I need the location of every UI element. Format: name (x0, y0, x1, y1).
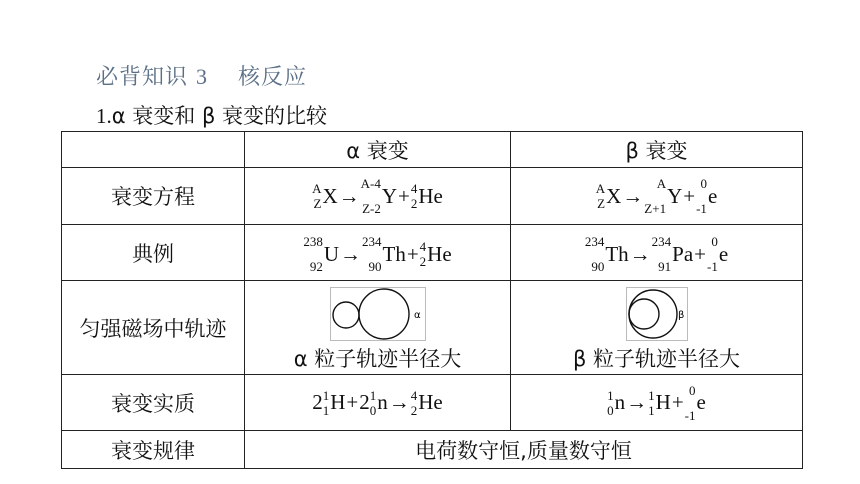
row-label-equation: 衰变方程 (62, 168, 245, 225)
equation-operator: + (406, 241, 419, 266)
mass-number: 1 (648, 387, 655, 403)
nuclide (685, 383, 706, 423)
atomic-number: -1 (696, 201, 707, 216)
element-symbol: H (655, 390, 671, 414)
equation-operator: + (694, 241, 706, 266)
alpha-example-equation (303, 234, 451, 274)
beta-track-caption: β 粒子轨迹半径大 (572, 346, 741, 371)
daughter-track-circle (629, 299, 659, 329)
alpha-track-circle (359, 289, 409, 339)
element-symbol: Th (382, 241, 406, 266)
beta-decay-equation (596, 176, 718, 216)
nuclide (652, 234, 694, 274)
atomic-number: -1 (684, 407, 696, 423)
beta-example-equation (585, 234, 728, 274)
equation-operator: → (340, 241, 361, 266)
atomic-number: Z (597, 196, 606, 211)
element-symbol: Y (667, 183, 683, 208)
atomic-number: 90 (591, 259, 605, 274)
nuclide (644, 176, 682, 216)
atomic-number: 1 (322, 402, 330, 418)
element-symbol: X (322, 183, 338, 208)
element-symbol: X (606, 183, 622, 208)
atomic-number: -1 (707, 259, 718, 274)
table-row (62, 281, 803, 375)
row-label-law: 衰变规律 (62, 431, 245, 469)
mass-number: 0 (700, 176, 707, 191)
equation-operator: + (683, 183, 696, 208)
nuclide (585, 234, 629, 274)
atomic-number: 2 (419, 254, 427, 269)
mass-number: A (595, 181, 606, 196)
mass-number: 1 (322, 387, 330, 403)
nuclide (607, 388, 625, 418)
mass-number: A (656, 176, 667, 191)
nuclide-coefficient: 2 (359, 390, 370, 414)
beta-essence-cell (511, 375, 803, 431)
mass-number: 234 (651, 234, 672, 249)
comparison-subtitle (96, 100, 327, 130)
beta-essence-equation (607, 383, 706, 423)
element-symbol: n (614, 390, 626, 414)
row-label-essence: 衰变实质 (62, 375, 245, 431)
alpha-equation-cell (245, 168, 511, 225)
atomic-number: 92 (309, 259, 323, 274)
table-row (62, 431, 803, 469)
equation-operator: + (671, 390, 684, 414)
atomic-number: 1 (648, 402, 655, 418)
table-row (62, 225, 803, 281)
atomic-number: Z+1 (644, 201, 667, 216)
equation-operator: + (346, 390, 359, 414)
mass-number: A (312, 181, 322, 196)
atomic-number: 91 (658, 259, 672, 274)
element-symbol: e (696, 390, 706, 414)
element-symbol: He (427, 241, 452, 266)
alpha-track-diagram (330, 287, 426, 341)
row-label-track: 匀强磁场中轨迹 (62, 281, 245, 375)
element-symbol: U (323, 241, 339, 266)
section-heading (96, 60, 307, 91)
decay-comparison-table (61, 131, 803, 469)
equation-operator: → (629, 241, 651, 266)
element-symbol: He (418, 390, 443, 414)
equation-operator: + (398, 183, 410, 208)
nuclide (707, 234, 728, 274)
beta-symbol: β (677, 309, 684, 321)
mass-number: A-4 (360, 176, 381, 191)
mass-number: 0 (689, 382, 696, 398)
corner-cell (62, 132, 245, 168)
atomic-number: 0 (607, 402, 614, 418)
nuclide-coefficient: 2 (312, 390, 323, 414)
atomic-number: Z (313, 196, 322, 211)
element-symbol: Th (605, 241, 629, 266)
equation-operator: → (626, 390, 648, 414)
alpha-track-cell (245, 281, 511, 375)
element-symbol: H (330, 390, 346, 414)
nuclide (312, 388, 345, 418)
alpha-track-caption: α 粒子轨迹半径大 (293, 346, 462, 371)
heading-topic: 核反应 (238, 65, 308, 90)
nuclide (648, 388, 671, 418)
alpha-symbol: α (413, 309, 421, 321)
element-symbol: Y (381, 183, 398, 208)
atomic-number: Z-2 (362, 201, 381, 216)
nuclide (411, 181, 443, 211)
beta-example-cell (511, 225, 803, 281)
mass-number: 234 (584, 234, 605, 249)
nuclide (596, 181, 622, 211)
atomic-number: 90 (368, 259, 382, 274)
heading-number: 3 (196, 64, 209, 89)
alpha-example-cell (245, 225, 511, 281)
nuclide (420, 239, 452, 269)
nuclide (361, 176, 397, 216)
heading-label: 必背知识 (96, 65, 189, 90)
table-row (62, 168, 803, 225)
subtitle-text: α 衰变和 β 衰变的比较 (111, 104, 328, 128)
daughter-track-circle (333, 302, 359, 328)
conservation-law: 电荷数守恒,质量数守恒 (245, 431, 803, 469)
nuclide (359, 388, 388, 418)
nuclide (362, 234, 406, 274)
mass-number: 1 (369, 387, 377, 403)
element-symbol: e (707, 183, 718, 208)
alpha-essence-cell (245, 375, 511, 431)
atomic-number: 0 (369, 402, 377, 418)
alpha-decay-equation (312, 176, 443, 216)
column-header-alpha: α 衰变 (245, 132, 511, 168)
element-symbol: He (418, 183, 443, 208)
row-label-example: 典例 (62, 225, 245, 281)
equation-operator: → (388, 390, 410, 414)
equation-operator: → (622, 183, 644, 208)
mass-number: 4 (419, 239, 427, 254)
atomic-number: 2 (410, 402, 418, 418)
beta-track-diagram (626, 287, 688, 341)
equation-operator: → (338, 183, 360, 208)
table-row (62, 375, 803, 431)
mass-number: 238 (303, 234, 323, 249)
mass-number: 0 (711, 234, 718, 249)
atomic-number: 2 (410, 196, 418, 211)
nuclide (312, 181, 338, 211)
element-symbol: n (377, 390, 388, 414)
mass-number: 1 (607, 387, 614, 403)
beta-track-cell (511, 281, 803, 375)
table-header-row (62, 132, 803, 168)
mass-number: 4 (410, 181, 418, 196)
beta-track-circle (629, 290, 677, 338)
beta-equation-cell (511, 168, 803, 225)
mass-number: 234 (362, 234, 382, 249)
nuclide (411, 388, 443, 418)
element-symbol: e (718, 241, 729, 266)
subtitle-number: 1. (96, 104, 112, 128)
element-symbol: Pa (672, 241, 694, 266)
column-header-beta: β 衰变 (511, 132, 803, 168)
alpha-essence-equation (312, 388, 443, 418)
nuclide (303, 234, 339, 274)
nuclide (696, 176, 717, 216)
mass-number: 4 (410, 387, 418, 403)
